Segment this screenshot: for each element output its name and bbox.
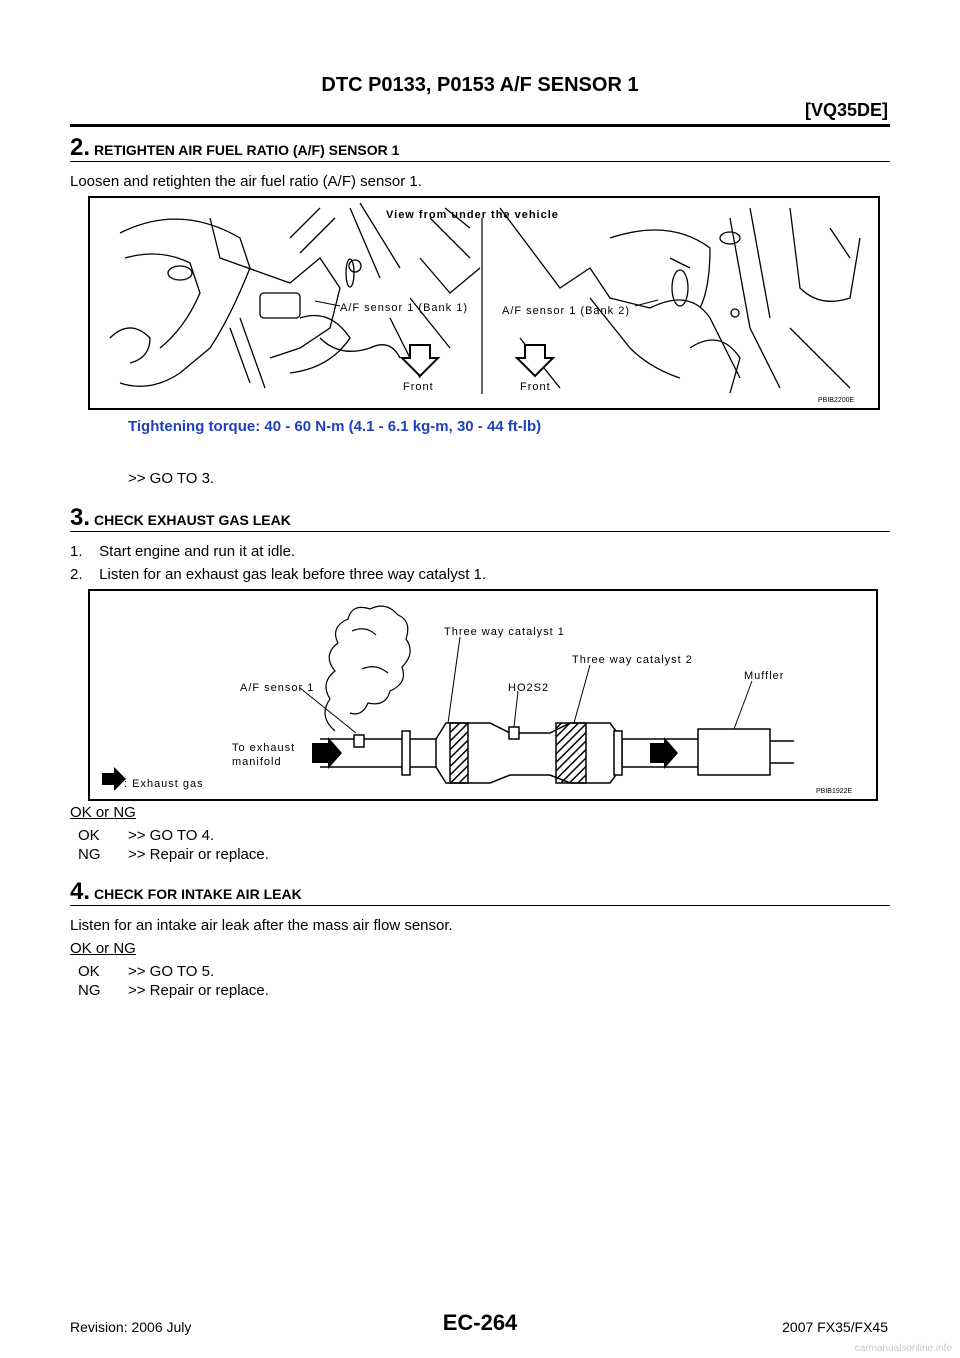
step-3-item-2: 2. Listen for an exhaust gas leak before three way catalyst 1.	[70, 566, 487, 583]
label-to-exhaust: To exhaust	[232, 742, 296, 754]
flow-arrow-outlet-icon	[650, 737, 678, 769]
label-muffler: Muffler	[744, 670, 785, 682]
step-4-ok-ng-label: OK or NG	[70, 940, 136, 957]
label-af-sensor-1: A/F sensor 1	[240, 682, 315, 694]
step-4-title: CHECK FOR INTAKE AIR LEAK	[94, 886, 302, 902]
step-2-heading	[70, 134, 399, 162]
step-3-ok-ng-label: OK or NG	[70, 804, 136, 821]
step-3-item-1: 1. Start engine and run it at idle.	[70, 543, 296, 560]
step-4-number: 4.	[70, 878, 91, 905]
figure-code: PBIB2200E	[818, 397, 855, 404]
step-2-title: RETIGHTEN AIR FUEL RATIO (A/F) SENSOR 1	[94, 142, 400, 158]
figure-code: PBIB1922E	[816, 788, 853, 795]
step-4-rule	[70, 905, 890, 906]
step-4-instruction: Listen for an intake air leak after the mass air flow sensor.	[70, 917, 453, 934]
step-3-heading	[70, 504, 291, 532]
vehicle-model: 2007 FX35/FX45	[782, 1319, 888, 1335]
header-rule	[70, 124, 890, 127]
step-3-number: 3.	[70, 504, 91, 531]
exhaust-gas-legend-icon	[102, 767, 126, 791]
label-manifold: manifold	[232, 756, 282, 768]
revision-date: Revision: 2006 July	[70, 1319, 192, 1335]
step-4-ng-key: NG	[78, 982, 101, 999]
legend-exhaust-gas: : Exhaust gas	[124, 778, 204, 790]
step-2-number: 2.	[70, 134, 91, 161]
step-4-ok-value: >> GO TO 5.	[128, 963, 215, 980]
step-2-next: >> GO TO 3.	[128, 470, 215, 487]
step-4-ok-key: OK	[78, 963, 100, 980]
front-arrow-right-icon	[517, 345, 553, 376]
engine-code: [VQ35DE]	[804, 100, 888, 120]
page-number: EC-264	[442, 1310, 518, 1335]
step-3-title: CHECK EXHAUST GAS LEAK	[94, 512, 291, 528]
step-2-instruction: Loosen and retighten the air fuel ratio (A/F) sensor 1.	[70, 173, 422, 190]
step-3-ok-key: OK	[78, 827, 100, 844]
label-front-left: Front	[403, 381, 434, 393]
label-ho2s2: HO2S2	[508, 682, 550, 694]
engine-right-drawing	[500, 208, 860, 393]
step-3-rule	[70, 531, 890, 532]
step-2-rule	[70, 161, 890, 162]
label-three-way-catalyst-2: Three way catalyst 2	[572, 654, 693, 666]
label-three-way-catalyst-1: Three way catalyst 1	[444, 626, 565, 638]
watermark: carmanualsonline.info	[854, 1343, 952, 1354]
step-3-ng-value: >> Repair or replace.	[128, 846, 269, 863]
step-3-ok-value: >> GO TO 4.	[128, 827, 215, 844]
tightening-torque-spec: Tightening torque: 40 - 60 N-m (4.1 - 6.1 kg-m, 30 - 44 ft-lb)	[128, 418, 542, 435]
exhaust-system-figure	[88, 589, 878, 801]
exhaust-pipe-drawing	[320, 723, 794, 783]
sensor-location-figure	[88, 196, 880, 410]
step-4-heading	[70, 878, 302, 906]
page-title: DTC P0133, P0153 A/F SENSOR 1	[321, 74, 639, 96]
label-front-right: Front	[520, 381, 551, 393]
front-arrow-left-icon	[402, 345, 438, 376]
label-af-bank2: A/F sensor 1 (Bank 2)	[502, 305, 630, 317]
label-af-bank1: A/F sensor 1 (Bank 1)	[340, 302, 468, 314]
flow-arrow-inlet-icon	[312, 737, 342, 769]
step-4-ng-value: >> Repair or replace.	[128, 982, 269, 999]
figure-caption-view: View from under the vehicle	[386, 209, 559, 221]
exhaust-gas-cloud-drawing	[325, 606, 410, 731]
step-3-ng-key: NG	[78, 846, 101, 863]
